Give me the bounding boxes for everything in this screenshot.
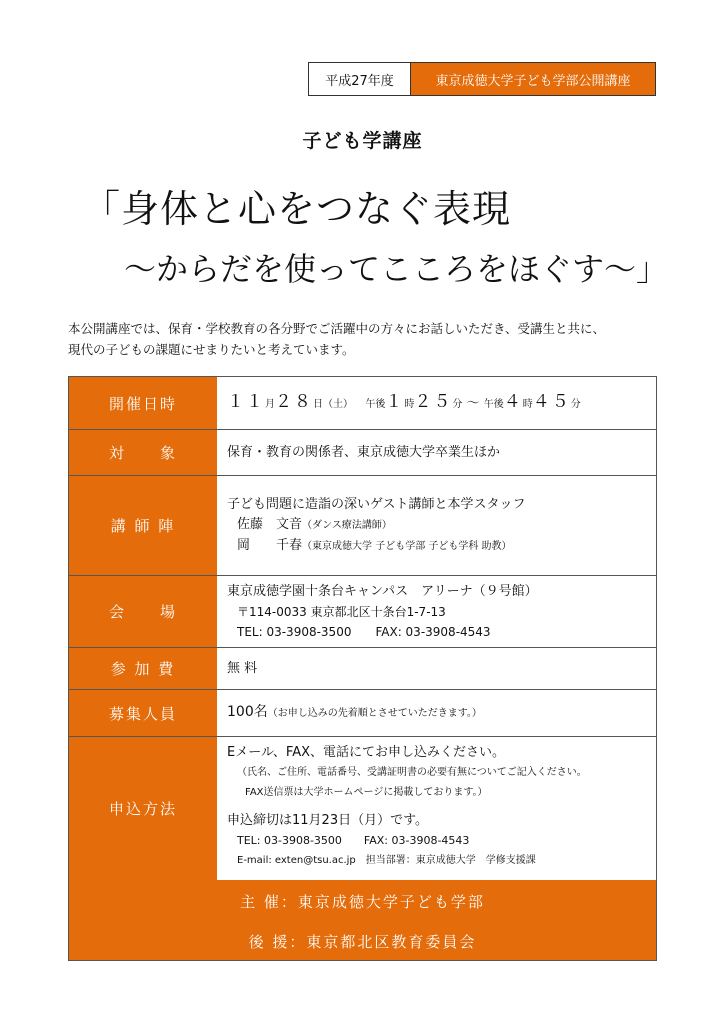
minute-unit: 分 [570, 398, 581, 410]
series-title: 子ども学講座 [302, 130, 423, 152]
apply-note-1: （氏名、ご住所、電話番号、受講証明書の必要有無についてご記入ください。 [237, 767, 587, 778]
header-tag [308, 62, 656, 96]
lecturer-1-name: 佐藤 文音 [237, 516, 303, 532]
weekday: （土） [323, 398, 353, 410]
apply-tel-fax: TEL: 03-3908-3500 FAX: 03-3908-4543 [237, 834, 470, 847]
row-capacity [69, 690, 656, 737]
value-apply [217, 737, 656, 880]
apply-note-2: FAX送信票は大学ホームページに掲載しております。） [245, 787, 488, 798]
row-lecturer [69, 476, 656, 576]
apply-email: E-mail: exten@tsu.ac.jp 担当部署：東京成徳大学 学修支援課 [237, 855, 536, 866]
label-date: 開催日時 [69, 377, 217, 429]
row-apply [69, 737, 656, 880]
label-apply: 申込方法 [69, 737, 217, 880]
label-lecturer: 講 師 陣 [69, 476, 217, 575]
lecturer-2-name: 岡 千春 [237, 537, 303, 553]
row-date [69, 377, 656, 430]
end-hour: ４ [503, 391, 523, 412]
footer-band [69, 880, 656, 960]
apply-deadline: 申込締切は11月23日（月）です。 [227, 813, 429, 828]
value-date [217, 377, 656, 429]
organizer-tag: 東京成徳大学子ども学部公開講座 [411, 63, 655, 95]
venue-name: 東京成徳学園十条台キャンパス アリーナ（９号館） [227, 583, 538, 599]
hour-unit: 時 [404, 398, 415, 410]
month: １１ [227, 391, 265, 412]
value-fee [217, 648, 656, 689]
main-title: 「身体と心をつなぐ表現 [82, 187, 512, 231]
intro-line: 現代の子どもの課題にせまりたいと考えています。 [68, 342, 355, 357]
lecturer-headline: 子ども問題に造詣の深いゲスト講師と本学スタッフ [227, 496, 526, 512]
minute-unit: 分 [452, 398, 463, 410]
value-target [217, 430, 656, 475]
capacity-count: 100名 [227, 704, 268, 720]
end-prefix: 午後 [483, 398, 504, 410]
label-venue: 会 場 [69, 576, 217, 647]
value-venue [217, 576, 656, 647]
label-capacity: 募集人員 [69, 690, 217, 736]
row-fee [69, 648, 656, 690]
host: 主 催：東京成徳大学子ども学部 [240, 892, 485, 911]
lecturer-2 [227, 536, 646, 557]
day: ２８ [275, 391, 313, 412]
fee-text: 無 料 [227, 660, 258, 676]
info-table [68, 376, 657, 961]
hour-unit: 時 [522, 398, 533, 410]
start-prefix: 午後 [365, 398, 386, 410]
range-tilde: ～ [466, 395, 480, 411]
lecturer-2-note: （東京成徳大学 子ども学部 子ども学科 助教） [302, 540, 512, 552]
month-unit: 月 [265, 398, 275, 410]
intro-line: 本公開講座では、保育・学校教育の各分野でご活躍中の方々にお話しいただき、受講生と共に、 [68, 321, 606, 336]
fiscal-year: 平成27年度 [309, 63, 411, 95]
value-capacity [217, 690, 656, 736]
end-minute: ４５ [532, 391, 571, 412]
intro-text [68, 318, 668, 360]
day-unit: 日 [313, 398, 323, 410]
row-venue [69, 576, 656, 648]
target-text: 保育・教育の関係者、東京成徳大学卒業生ほか [227, 444, 501, 460]
lecturer-1-note: （ダンス療法講師） [302, 519, 392, 531]
start-minute: ２５ [414, 391, 453, 412]
row-target [69, 430, 656, 476]
value-lecturer [217, 476, 656, 575]
label-fee: 参 加 費 [69, 648, 217, 689]
venue-tel-fax: TEL: 03-3908-3500 FAX: 03-3908-4543 [237, 624, 491, 639]
label-target: 対 象 [69, 430, 217, 475]
apply-method: Eメール、FAX、電話にてお申し込みください。 [227, 745, 505, 760]
venue-address: 〒114-0033 東京都北区十条台1-7-13 [237, 604, 446, 619]
sub-title: ～からだを使ってこころをほぐす～」 [124, 250, 669, 288]
lecturer-1 [227, 515, 646, 536]
support: 後 援：東京都北区教育委員会 [248, 932, 477, 951]
capacity-note: （お申し込みの先着順とさせていただきます。） [267, 708, 482, 719]
start-hour: １ [385, 391, 405, 412]
